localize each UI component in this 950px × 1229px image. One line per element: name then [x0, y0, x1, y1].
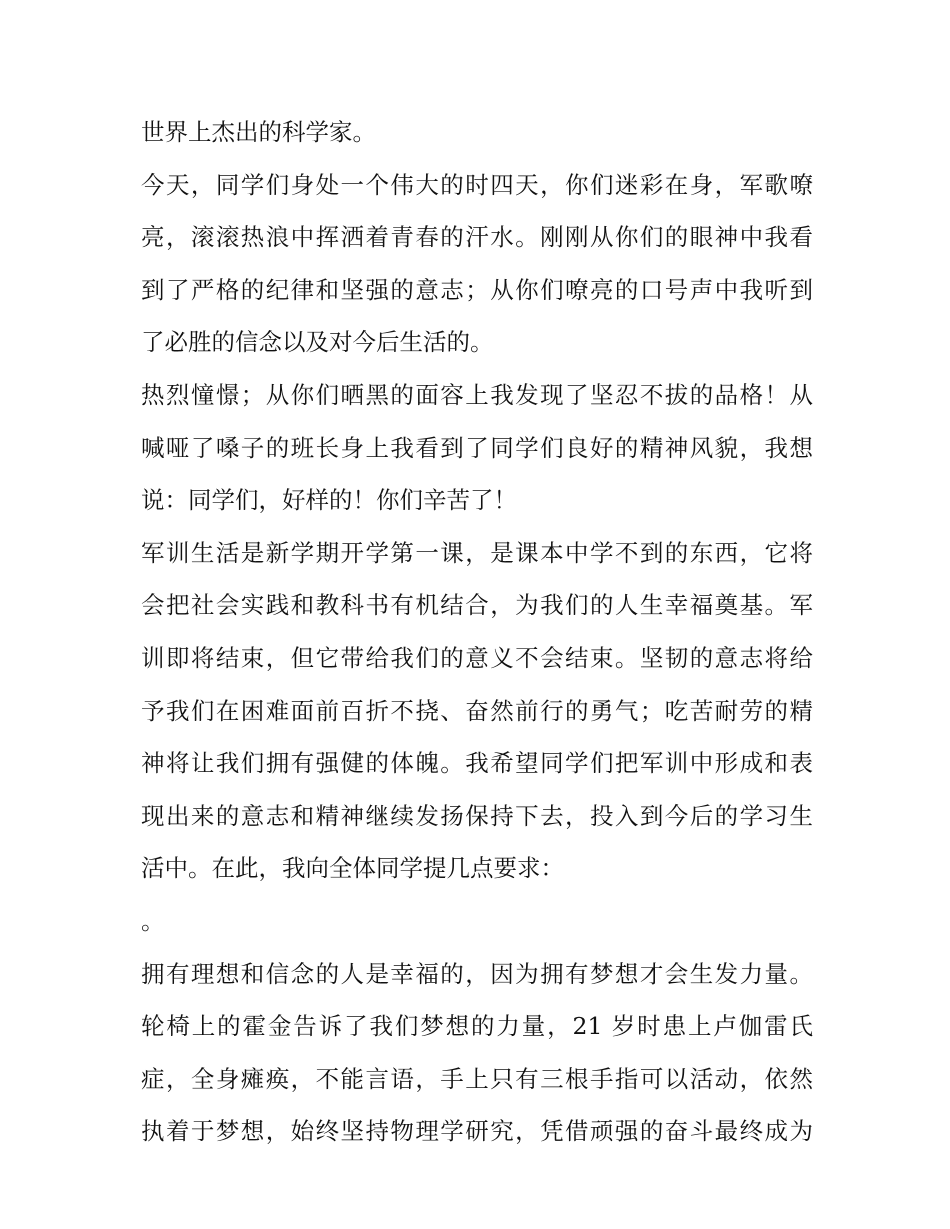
text-line: 训即将结束，但它带给我们的意义不会结束。坚韧的意志将给 — [141, 643, 813, 672]
text-line: 今天，同学们身处一个伟大的时四天，你们迷彩在身，军歌嘹 — [141, 170, 813, 199]
text-line: 执着于梦想，始终坚持物理学研究，凭借顽强的奋斗最终成为 — [141, 1117, 813, 1146]
body-text — [141, 106, 813, 1158]
text-line: 世界上杰出的科学家。 — [141, 118, 376, 146]
text-line: 热烈憧憬；从你们晒黑的面容上我发现了坚忍不拔的品格！从 — [141, 380, 813, 409]
text-line: 了必胜的信念以及对今后生活的。 — [141, 328, 494, 357]
text-line: 神将让我们拥有强健的体魄。我希望同学们把军训中形成和表 — [141, 749, 813, 778]
text-line: 轮椅上的霍金告诉了我们梦想的力量，21 岁时患上卢伽雷氏 — [141, 1012, 813, 1041]
text-line: 会把社会实践和教科书有机结合，为我们的人生幸福奠基。军 — [141, 591, 813, 620]
text-line: 。 — [141, 906, 165, 935]
text-line: 喊哑了嗓子的班长身上我看到了同学们良好的精神风貌，我想 — [141, 433, 813, 462]
text-line: 予我们在困难面前百折不挠、奋然前行的勇气；吃苦耐劳的精 — [141, 696, 813, 725]
text-line: 活中。在此，我向全体同学提几点要求： — [141, 854, 564, 883]
text-line: 亮，滚滚热浪中挥洒着青春的汗水。刚刚从你们的眼神中我看 — [141, 223, 813, 252]
text-line: 说：同学们，好样的！你们辛苦了！ — [141, 486, 517, 515]
text-line: 症，全身瘫痪，不能言语，手上只有三根手指可以活动，依然 — [141, 1064, 813, 1093]
text-line: 现出来的意志和精神继续发扬保持下去，投入到今后的学习生 — [141, 801, 813, 830]
text-line: 拥有理想和信念的人是幸福的，因为拥有梦想才会生发力量。 — [141, 959, 813, 988]
text-line: 军训生活是新学期开学第一课，是课本中学不到的东西，它将 — [141, 538, 813, 567]
text-line: 到了严格的纪律和坚强的意志；从你们嘹亮的口号声中我听到 — [141, 275, 813, 304]
